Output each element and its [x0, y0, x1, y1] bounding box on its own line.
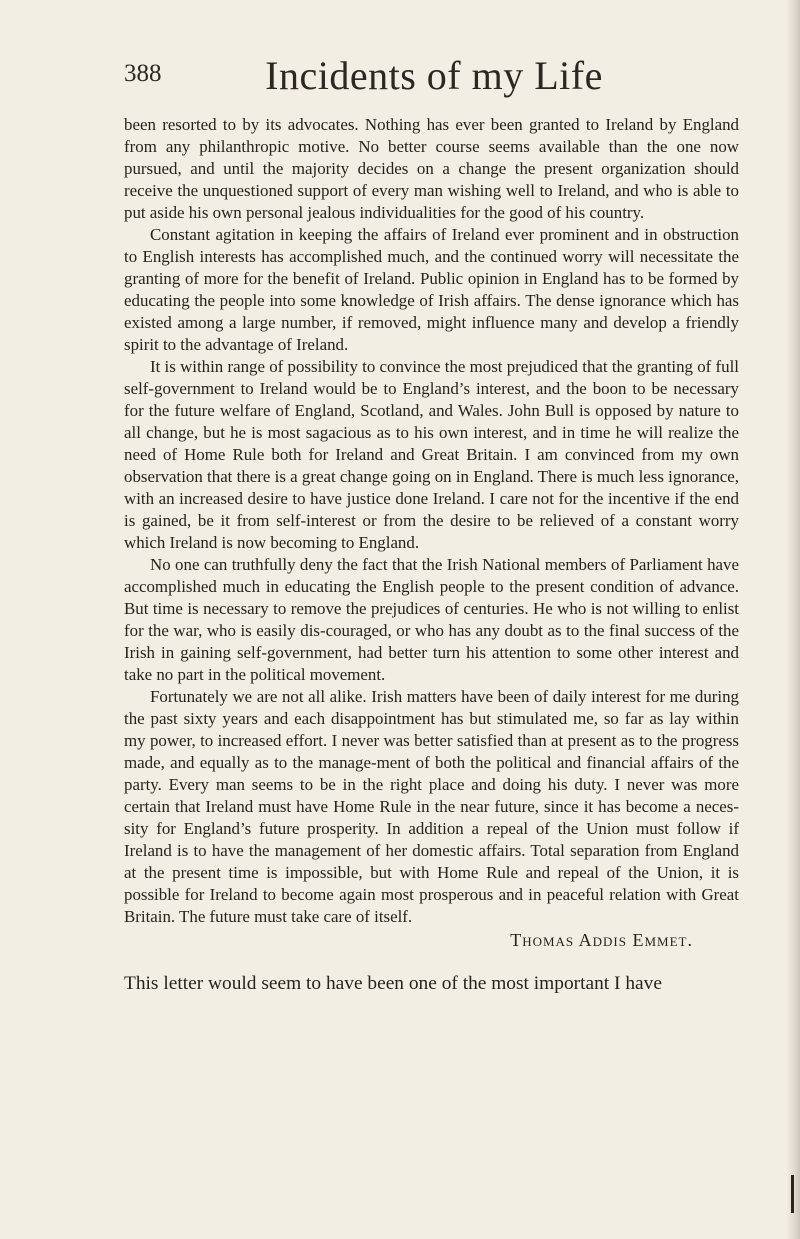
body-text	[124, 114, 739, 996]
letter-signature: Thomas Addis Emmet.	[510, 930, 693, 950]
letter-paragraph-2: Constant agitation in keeping the affairs of Ireland ever prominent and in obstruction to English interests has accomplished much, and the continued worry will necessitate the granting of more for the benefit of Ireland. Public opinion in England has to be formed by educating the people into some knowledge of Irish affairs. The dense ignorance which has existed among a large number, if removed, might influence many and develop a friendly spirit to the advantage of Ireland.	[124, 225, 739, 354]
letter-paragraph-4: No one can truthfully deny the fact that the Irish National members of Parliament have accomplished much in educating the English people to the present condition of advance. But time is necessary to remove the prejudices of centuries. He who is not willing to enlist for the war, who is easily dis-couraged, or who has any doubt as to the final success of the Irish in gaining self-government, had better turn his attention to some other interest and take no part in the political movement.	[124, 555, 739, 684]
letter-paragraph-5: Fortunately we are not all alike. Irish matters have been of daily interest for me during the past sixty years and each disappointment has but stimulated me, so far as lay within my power, to increased effort. I never was better satisfied than at present as to the progress made, and equally as to the manage-ment of both the political and financial affairs of the party. Every man seems to be in the right place and doing his duty. I never was more certain that Ireland must have Home Rule in the near future, since it has become a neces-sity for England’s future prosperity. In addition a repeal of the Union must follow if Ireland is to have the management of her domestic affairs. Total separation from England at the present time is impossible, but with Home Rule and repeal of the Union, it is possible for Ireland to become again most prosperous and in peaceful relation with Great Britain. The future must take care of itself.	[124, 687, 739, 926]
letter-paragraph-3: It is within range of possibility to convince the most prejudiced that the granting of full self-government to Ireland would be to England’s interest, and the boon to be necessary for the future welfare of England, Scotland, and Wales. John Bull is opposed by nature to all change, but he is most sagacious as to his own interest, and in time he will realize the need of Home Rule both for Ireland and Great Britain. I am convinced from my own observation that there is a great change going on in England. There is much less ignorance, with an increased desire to have justice done Ireland. I care not for the incentive if the end is gained, be it from self-interest or from the desire to be relieved of a constant worry which Ireland is now becoming to England.	[124, 357, 739, 552]
binding-edge-mark	[791, 1175, 794, 1213]
page-edge-shadow	[786, 0, 800, 1239]
page-number: 388	[124, 60, 162, 87]
narrative-text: This letter would seem to have been one of the most important I have	[124, 973, 662, 994]
letter-paragraph-1: been resorted to by its advocates. Nothing has ever been granted to Ireland by England from any philanthropic motive. No better course seems available than the one now pursued, and until the majority decides on a change the present organization should receive the unquestioned support of every man wishing well to Ireland, and who is able to put aside his own personal jealous individualities for the good of his country.	[124, 115, 739, 222]
running-title: Incidents of my Life	[265, 53, 603, 98]
running-head	[124, 52, 744, 100]
